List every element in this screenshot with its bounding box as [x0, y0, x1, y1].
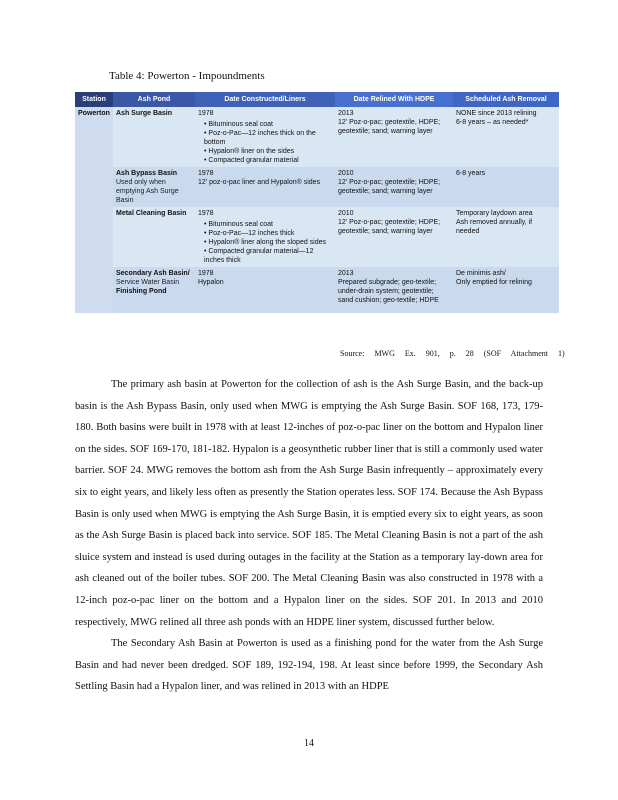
relined-year: 2013	[338, 110, 354, 117]
header-date-constructed: Date Constructed/Liners	[195, 92, 335, 107]
liner-item: • Bituminous seal coat	[204, 220, 332, 229]
liner-list	[198, 220, 332, 265]
table-row	[75, 107, 559, 167]
pond-name: Metal Cleaning Basin	[116, 210, 187, 217]
liner-item: • Hypalon® liner along the sloped sides	[204, 238, 332, 247]
constructed-cell	[195, 107, 335, 167]
station-cell: Powerton	[75, 107, 113, 313]
liner-item: • Bituminous seal coat	[204, 120, 332, 129]
pond-note: Service Water Basin	[116, 279, 180, 286]
relined-cell	[335, 167, 453, 207]
liner-item: • Compacted granular material—12 inches thick	[204, 247, 332, 265]
relined-cell	[335, 107, 453, 167]
relined-cell	[335, 207, 453, 267]
removal-line: Ash removed annually, if needed	[456, 219, 533, 235]
relined-desc: Prepared subgrade; geo-textile; under-drain system; geotextile; sand cushion; geo-textile; HDPE	[338, 279, 439, 304]
pond-name: Secondary Ash Basin/	[116, 270, 190, 277]
constructed-desc: Hypalon	[198, 279, 224, 286]
removal-cell	[453, 207, 559, 267]
pond-note: Finishing Pond	[116, 288, 167, 295]
constructed-year: 1978	[198, 270, 214, 277]
removal-line: NONE since 2013 relining	[456, 110, 537, 117]
table-row	[75, 267, 559, 313]
removal-cell	[453, 167, 559, 207]
impoundments-table	[75, 92, 559, 313]
constructed-desc: 12' poz-o-pac liner and Hypalon® sides	[198, 179, 321, 186]
liner-item: • Poz-o-Pac—12 inches thick	[204, 229, 332, 238]
page-number: 14	[304, 738, 314, 749]
pond-note: Used only when emptying Ash Surge Basin	[116, 179, 179, 204]
liner-item: • Compacted granular material	[204, 156, 332, 165]
header-ash-pond: Ash Pond	[113, 92, 195, 107]
relined-year: 2010	[338, 210, 354, 217]
pond-cell	[113, 267, 195, 313]
pond-cell	[113, 107, 195, 167]
relined-desc: 12' Poz-o-pac; geotextile, HDPE; geotextile; sand; warning layer	[338, 119, 441, 135]
liner-list	[198, 120, 332, 165]
pond-cell	[113, 167, 195, 207]
table-row	[75, 207, 559, 267]
removal-cell	[453, 107, 559, 167]
relined-desc: 12' Poz-o-pac; geotextile; HDPE; geotextile; sand; warning layer	[338, 219, 441, 235]
relined-year: 2010	[338, 170, 354, 177]
header-scheduled-removal: Scheduled Ash Removal	[453, 92, 559, 107]
removal-line: Temporary laydown area	[456, 210, 533, 217]
constructed-cell	[195, 267, 335, 313]
removal-line: De minimis ash/	[456, 270, 506, 277]
pond-cell	[113, 207, 195, 267]
constructed-year: 1978	[198, 110, 214, 117]
constructed-year: 1978	[198, 170, 214, 177]
relined-year: 2013	[338, 270, 354, 277]
paragraph: The primary ash basin at Powerton for the collection of ash is the Ash Surge Basin, and the back-up basin is the Ash Bypass Basin, only used when MWG is emptying the Ash Surge Basin. SOF 168, 173, 179-180. Both basins were built in 1978 with at least 12-inches of poz-o-pac liner on the bottom and Hypalon liner on the sides. SOF 169-170, 181-182. Hypalon is a geosynthetic rubber liner that is still a commonly used water barrier. SOF 24. MWG removes the bottom ash from the Ash Surge Basin infrequently – approximately every six to eight years, and likely less often as presently the Station operates less. SOF 174. Because the Ash Bypass Basin is only used when MWG is emptying the Ash Surge Basin, it is emptied every six to eight years, as soon as the Ash Surge Basin is placed back into service. SOF 185. The Metal Cleaning Basin is not a part of the ash sluice system and instead is used during outages in the facility at the Station as a temporary lay-down area for ash cleaned out of the boiler tubes. SOF 200. The Metal Cleaning Basin was also constructed in 1978 with a 12-inch poz-o-pac liner on the bottom and a Hypalon liner on the sides. SOF 201. In 2013 and 2010 respectively, MWG relined all three ash ponds with an HDPE liner system, discussed further below.	[75, 379, 543, 628]
table-source-note: Source: MWG Ex. 901, p. 28 (SOF Attachment 1)	[340, 349, 565, 358]
constructed-year: 1978	[198, 210, 214, 217]
liner-item: • Hypalon® liner on the sides	[204, 147, 332, 156]
removal-cell	[453, 267, 559, 313]
constructed-cell	[195, 167, 335, 207]
liner-item: • Poz-o-Pac—12 inches thick on the bottom	[204, 129, 332, 147]
constructed-cell	[195, 207, 335, 267]
removal-line: 6-8 years	[456, 170, 486, 177]
pond-name: Ash Bypass Basin	[116, 170, 178, 177]
table-row	[75, 167, 559, 207]
pond-name: Ash Surge Basin	[116, 110, 173, 117]
removal-line: Only emptied for relining	[456, 279, 532, 286]
removal-line: 6-8 years – as needed*	[456, 119, 529, 126]
table-header-row	[75, 92, 559, 107]
body-text	[75, 374, 543, 698]
header-date-relined: Date Relined With HDPE	[335, 92, 453, 107]
table-caption: Table 4: Powerton - Impoundments	[109, 70, 265, 82]
relined-desc: 12' Poz-o-pac; geotextile; HDPE; geotextile; sand; warning layer	[338, 179, 441, 195]
header-station: Station	[75, 92, 113, 107]
relined-cell	[335, 267, 453, 313]
paragraph: The Secondary Ash Basin at Powerton is used as a finishing pond for the water from the Ash Surge Basin and had never been dredged. SOF 189, 192-194, 198. At least since before 1999, the Secondary Ash Settling Basin had a Hypalon liner, and was relined in 2013 with an HDPE	[75, 638, 543, 693]
